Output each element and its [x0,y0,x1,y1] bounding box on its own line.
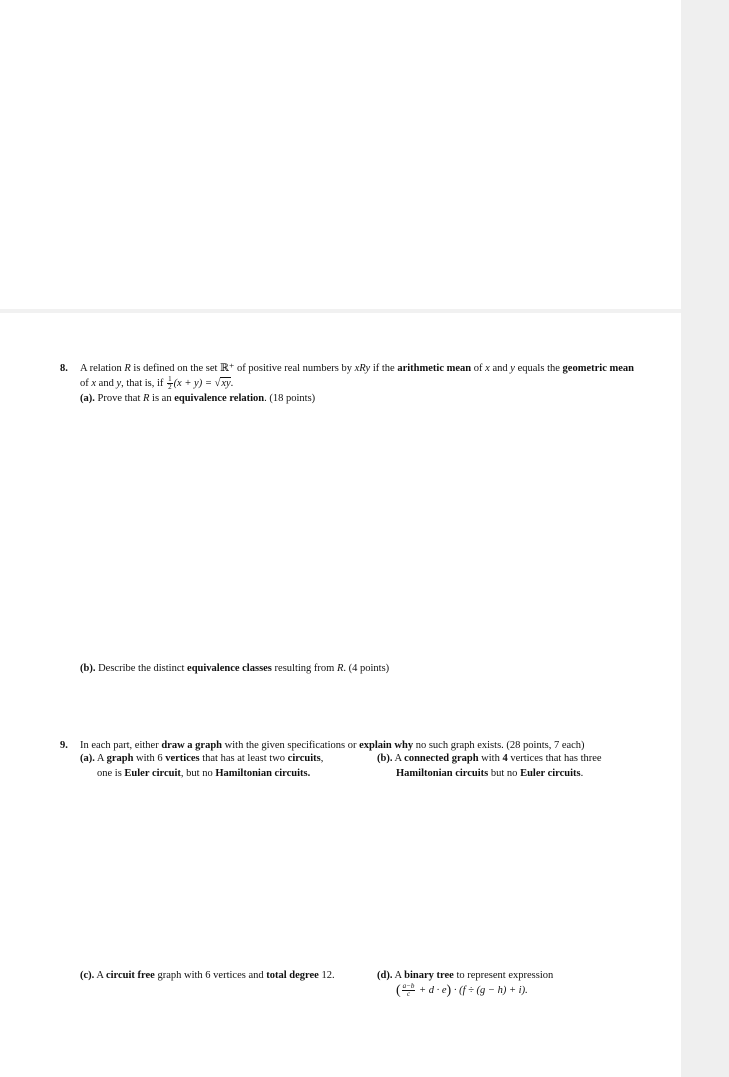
text-span: Hamiltonian circuits. [215,768,311,779]
text-span: (a). [80,393,95,405]
text-span: y [510,363,515,374]
text-span: R [143,393,150,405]
fraction [402,983,416,998]
text-span: draw a graph [161,740,223,751]
text-span: binary tree [404,970,454,981]
text-span: , [320,753,324,764]
text-span: xy [221,378,231,389]
text-span: (x + y) = [173,378,215,389]
text-span: , but no [180,768,213,779]
text-span: (b). [377,753,393,764]
text-span: . [230,378,234,389]
text-span: no such graph exists. (28 points, 7 each) [415,740,585,751]
viewer-sidebar [681,0,729,1077]
text-span: A [394,753,402,764]
text-span: x [91,378,97,389]
text-span: a−b [402,982,415,991]
text-span: and [98,378,114,389]
fraction [167,376,173,391]
text-span: graph with 6 vertices and [157,970,264,981]
text-span: A [394,970,402,981]
text-span: is defined on the set [133,363,218,374]
text-span: √ [214,378,221,389]
text-span: explain why [359,740,414,751]
question-9a [80,751,370,781]
text-span: with the given specifications or [224,740,357,751]
text-span: geometric mean [562,363,634,374]
text-span: . (4 points) [343,663,390,674]
text-span: equals the [517,363,560,374]
question-8-intro [80,361,634,391]
question-9d [377,968,667,998]
text-span: equivalence relation [174,393,265,405]
text-span: R [124,363,131,374]
text-span: Describe the distinct [98,663,185,674]
text-span: c [406,990,411,999]
text-span: , that is, if [121,378,164,389]
text-span: ℝ⁺ [220,363,235,374]
text-span: Euler circuits [520,768,581,779]
text-span: In each part, either [80,740,159,751]
question-8-body [80,361,634,406]
text-span: connected graph [404,753,479,764]
text-span: A [96,970,104,981]
text-span: that has at least two [202,753,286,764]
text-span: 12. [321,970,335,981]
page-main [0,313,681,1077]
text-span: graph [106,753,134,764]
text-span: xRy [354,363,371,374]
text-span: with [481,753,500,764]
text-span: if the [372,363,395,374]
text-span: vertices that has three [510,753,602,764]
text-span: A [96,753,104,764]
text-span: 4 [502,753,508,764]
text-span: with 6 [136,753,163,764]
question-number: 9. [60,740,68,751]
text-span: (b). [80,663,96,674]
text-span: of [80,378,89,389]
text-span: total degree [266,970,319,981]
text-span: but no [490,768,518,779]
text-span: A relation [80,363,122,374]
text-span: of [473,363,483,374]
text-span: vertices [165,753,200,764]
text-span: equivalence classes [187,663,272,674]
text-span: . (18 points) [264,393,316,405]
text-span: y [116,378,122,389]
question-8a [80,391,634,406]
text-span: (a). [80,753,95,764]
text-span: Euler circuit [124,768,181,779]
expression: ( $\frac{a-b}{c}$ + d · e) · (f ÷ (g − h) + i). [396,982,528,999]
question-8b [80,661,634,676]
text-span: circuits [287,753,321,764]
question-9c [80,968,370,983]
question-9b [377,751,667,781]
page-top [0,0,681,309]
text-span: + d · e [419,985,447,996]
text-span: circuit free [105,970,155,981]
text-span: and [492,363,508,374]
text-span: x [485,363,490,374]
text-span: one is [97,768,122,779]
text-span: R [336,663,344,674]
text-span: arithmetic mean [397,363,472,374]
question-number: 8. [60,363,68,374]
text-span: to represent expression [456,970,554,981]
text-span: (d). [377,970,393,981]
text-span: . [580,768,584,779]
text-span: (c). [80,970,95,981]
text-span: · (f ÷ (g − h) + i). [453,985,528,996]
text-span: of positive real numbers by [237,363,352,374]
text-span: 2 [168,383,172,392]
text-span: Prove that [97,393,141,405]
text-span: resulting from [274,663,335,674]
text-span: is an [152,393,172,405]
text-span: 1 [168,375,172,384]
text-span: Hamiltonian circuits [396,768,489,779]
